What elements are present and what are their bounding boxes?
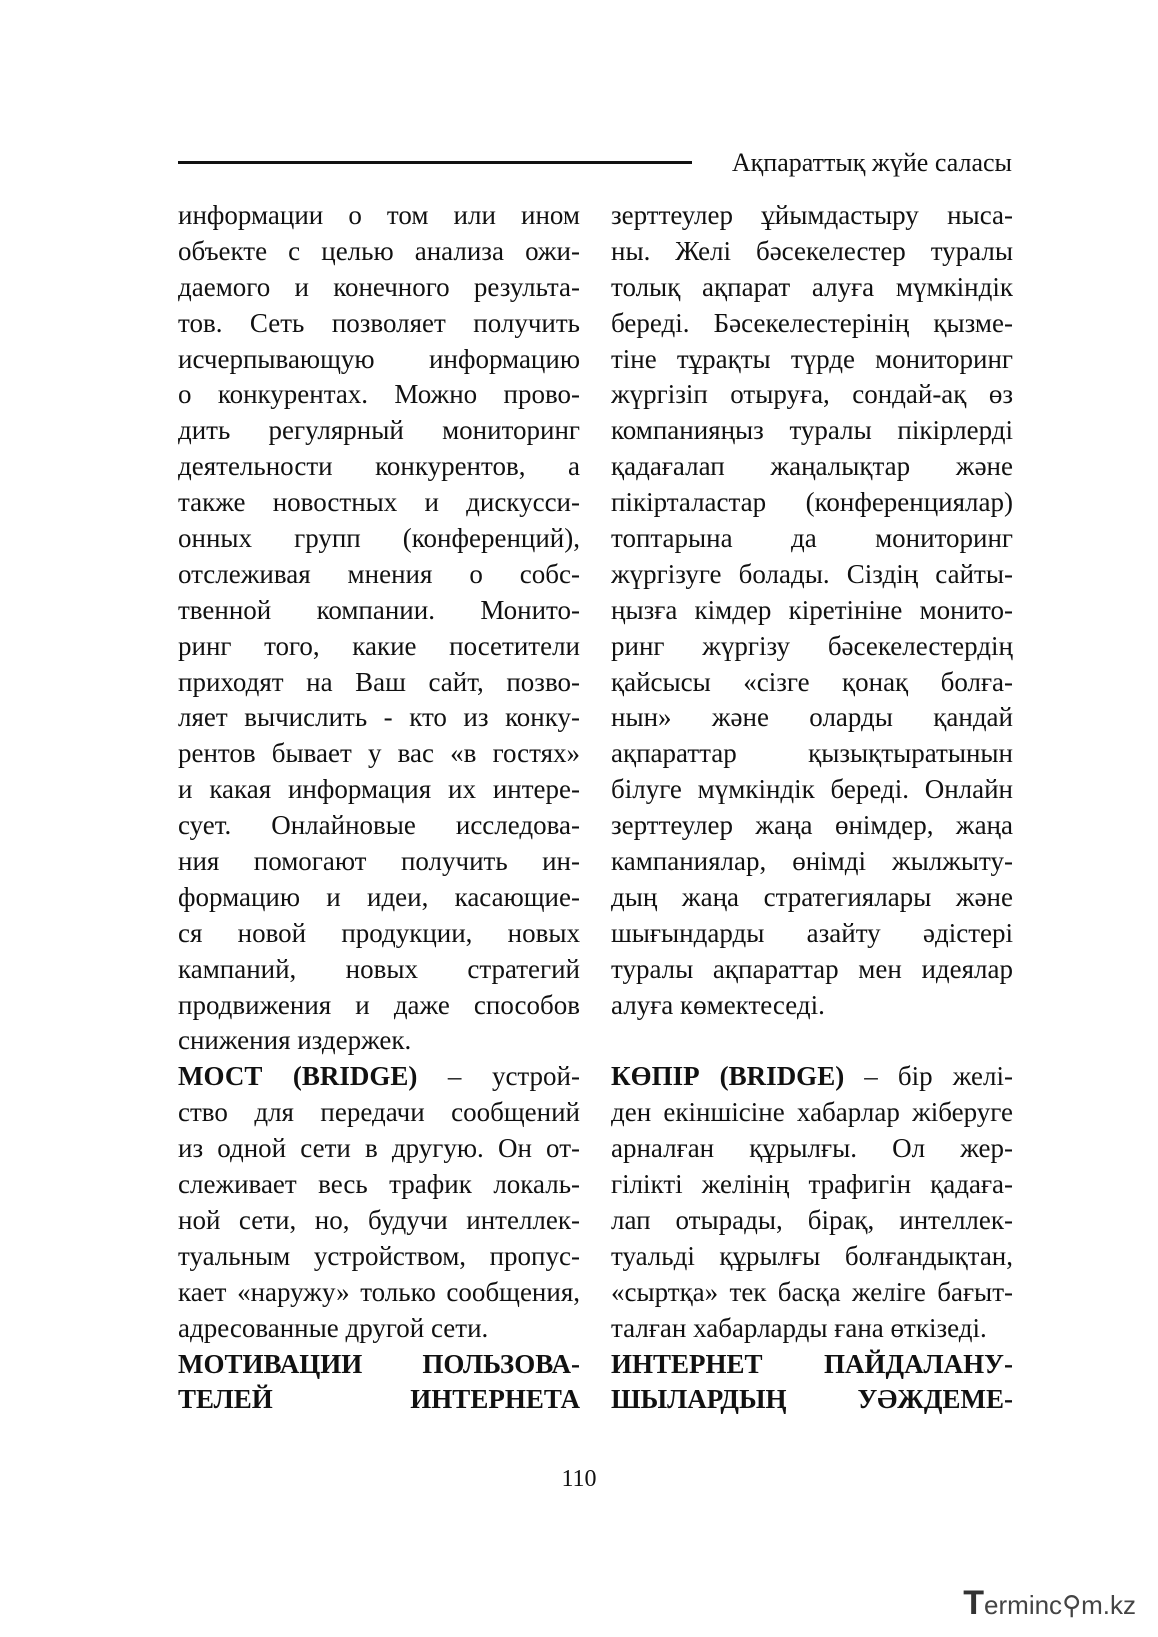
text-line: даемого и конечного результа- (178, 271, 580, 302)
term-title: ИНТЕРНЕТ ПАЙДАЛАНУ- (611, 1348, 1013, 1379)
text-line: ден екіншісіне хабарлар жіберуге (611, 1097, 1013, 1128)
text-line: зерттеулер ұйымдастыру ныса- (611, 200, 1013, 230)
watermark-text-part1: erminc (984, 1590, 1063, 1620)
text-line: дың жаңа стратегиялары және (611, 881, 1013, 912)
term-definition-start: – устрой- (417, 1061, 580, 1092)
text-line: жүргізуге болады. Сіздің сайты- (611, 558, 1013, 589)
text-line: продвижения и даже способов (178, 989, 580, 1020)
text-line: ақпараттар қызықтыратынын (611, 738, 1013, 769)
text-line: топтарына да мониторинг (611, 523, 1013, 554)
term-title: МОТИВАЦИИ ПОЛЬЗОВА- (178, 1348, 580, 1379)
text-line: сует. Онлайновые исследова- (178, 810, 580, 841)
text-line: адресованные другой сети. (178, 1312, 489, 1343)
text-line: толық ақпарат алуға мүмкіндік (611, 271, 1013, 302)
text-line: рентов бывает у вас «в гостях» (178, 738, 580, 769)
text-line: исчерпывающую информацию (178, 343, 580, 374)
text-line: формацию и идеи, касающие- (178, 881, 580, 912)
text-line: ңызға кімдер кіретініне монито- (611, 594, 1013, 625)
text-line: гілікті желінің трафигін қадаға- (611, 1169, 1013, 1200)
text-line: ство для передачи сообщений (178, 1097, 580, 1128)
term-entry-line (178, 1059, 580, 1095)
text-line: ны. Желі бәсекелестер туралы (611, 235, 1013, 266)
text-line: и какая информация их интере- (178, 774, 580, 805)
text-line: кампаниялар, өнімді жылжыту- (611, 846, 1013, 877)
text-line: ляет вычислить - кто из конку- (178, 702, 580, 733)
text-line: ной сети, но, будучи интеллек- (178, 1204, 580, 1235)
text-line: туальді құрылғы болғандықтан, (611, 1240, 1013, 1271)
text-line: зерттеулер жаңа өнімдер, жаңа (611, 810, 1013, 841)
text-line: кает «наружу» только сообщения, (178, 1276, 580, 1307)
term-title: ШЫЛАРДЫҢ УӘЖДЕМЕ- (611, 1384, 1013, 1415)
watermark-first-letter: T (963, 1584, 985, 1622)
termincom-watermark (963, 1585, 1136, 1623)
header-rule (178, 161, 692, 164)
term-entry-line (611, 1059, 1013, 1095)
text-line: тіне тұрақты түрде мониторинг (611, 343, 1013, 374)
text-line: также новостных и дискусси- (178, 487, 580, 518)
text-line: ринг того, какие посетители (178, 630, 580, 661)
text-line: деятельности конкурентов, а (178, 451, 580, 482)
text-line: білуге мүмкіндік береді. Онлайн (611, 774, 1013, 805)
text-line: объекте с целью анализа ожи- (178, 235, 580, 266)
text-line: ния помогают получить ин- (178, 846, 580, 877)
left-column-russian (178, 198, 580, 1418)
term-title: ТЕЛЕЙ ИНТЕРНЕТА (178, 1384, 580, 1415)
text-line: пікірталастар (конференциялар) (611, 487, 1013, 518)
text-line: кампаний, новых стратегий (178, 953, 580, 984)
text-line: нын» және оларды қандай (611, 702, 1013, 733)
text-line: из одной сети в другую. Он от- (178, 1133, 580, 1164)
right-column-kazakh (611, 198, 1013, 1418)
text-line: отслеживая мнения о собс- (178, 558, 580, 589)
text-line: компанияңыз туралы пікірлерді (611, 415, 1013, 446)
text-line: твенной компании. Монито- (178, 594, 580, 625)
text-line: приходят на Ваш сайт, позво- (178, 666, 580, 697)
text-line: «сыртқа» тек басқа желіге бағыт- (611, 1276, 1013, 1307)
text-line: алуға көмектеседі. (611, 989, 825, 1020)
text-line: талған хабарларды ғана өткізеді. (611, 1312, 987, 1343)
text-line: онных групп (конференций), (178, 523, 580, 554)
running-header-title: Ақпараттық жүйе саласы (731, 148, 1012, 177)
page-header (178, 146, 1012, 186)
text-line: шығындарды азайту әдістері (611, 917, 1013, 948)
term-title: МОСТ (BRIDGE) (178, 1061, 418, 1092)
text-line: тов. Сеть позволяет получить (178, 307, 580, 338)
term-definition-start: – бір желі- (844, 1061, 1013, 1092)
text-line: информации о том или ином (178, 200, 580, 230)
page-number: 110 (561, 1466, 597, 1492)
text-line: слеживает весь трафик локаль- (178, 1169, 580, 1200)
text-line: арналған құрылғы. Ол жер- (611, 1133, 1013, 1164)
text-line: туальным устройством, пропус- (178, 1240, 580, 1271)
magnifier-icon: ⚲ (1062, 1590, 1082, 1620)
text-line: лап отырады, бірақ, интеллек- (611, 1204, 1013, 1235)
text-line: қадағалап жаңалықтар және (611, 451, 1013, 482)
paragraph-gap (611, 1023, 1013, 1059)
text-line: ся новой продукции, новых (178, 917, 580, 948)
text-line: дить регулярный мониторинг (178, 415, 580, 446)
text-line: қайсысы «сізге қонақ болға- (611, 666, 1013, 697)
text-line: береді. Бәсекелестерінің қызме- (611, 307, 1013, 338)
text-line: снижения издержек. (178, 1025, 412, 1056)
text-line: туралы ақпараттар мен идеялар (611, 953, 1013, 984)
term-title: КӨПІР (BRIDGE) (611, 1061, 845, 1092)
text-line: ринг жүргізу бәсекелестердің (611, 630, 1013, 661)
text-line: о конкурентах. Можно прово- (178, 379, 580, 410)
watermark-text-part2: m.kz (1081, 1590, 1136, 1620)
text-line: жүргізіп отыруға, сондай-ақ өз (611, 379, 1013, 410)
